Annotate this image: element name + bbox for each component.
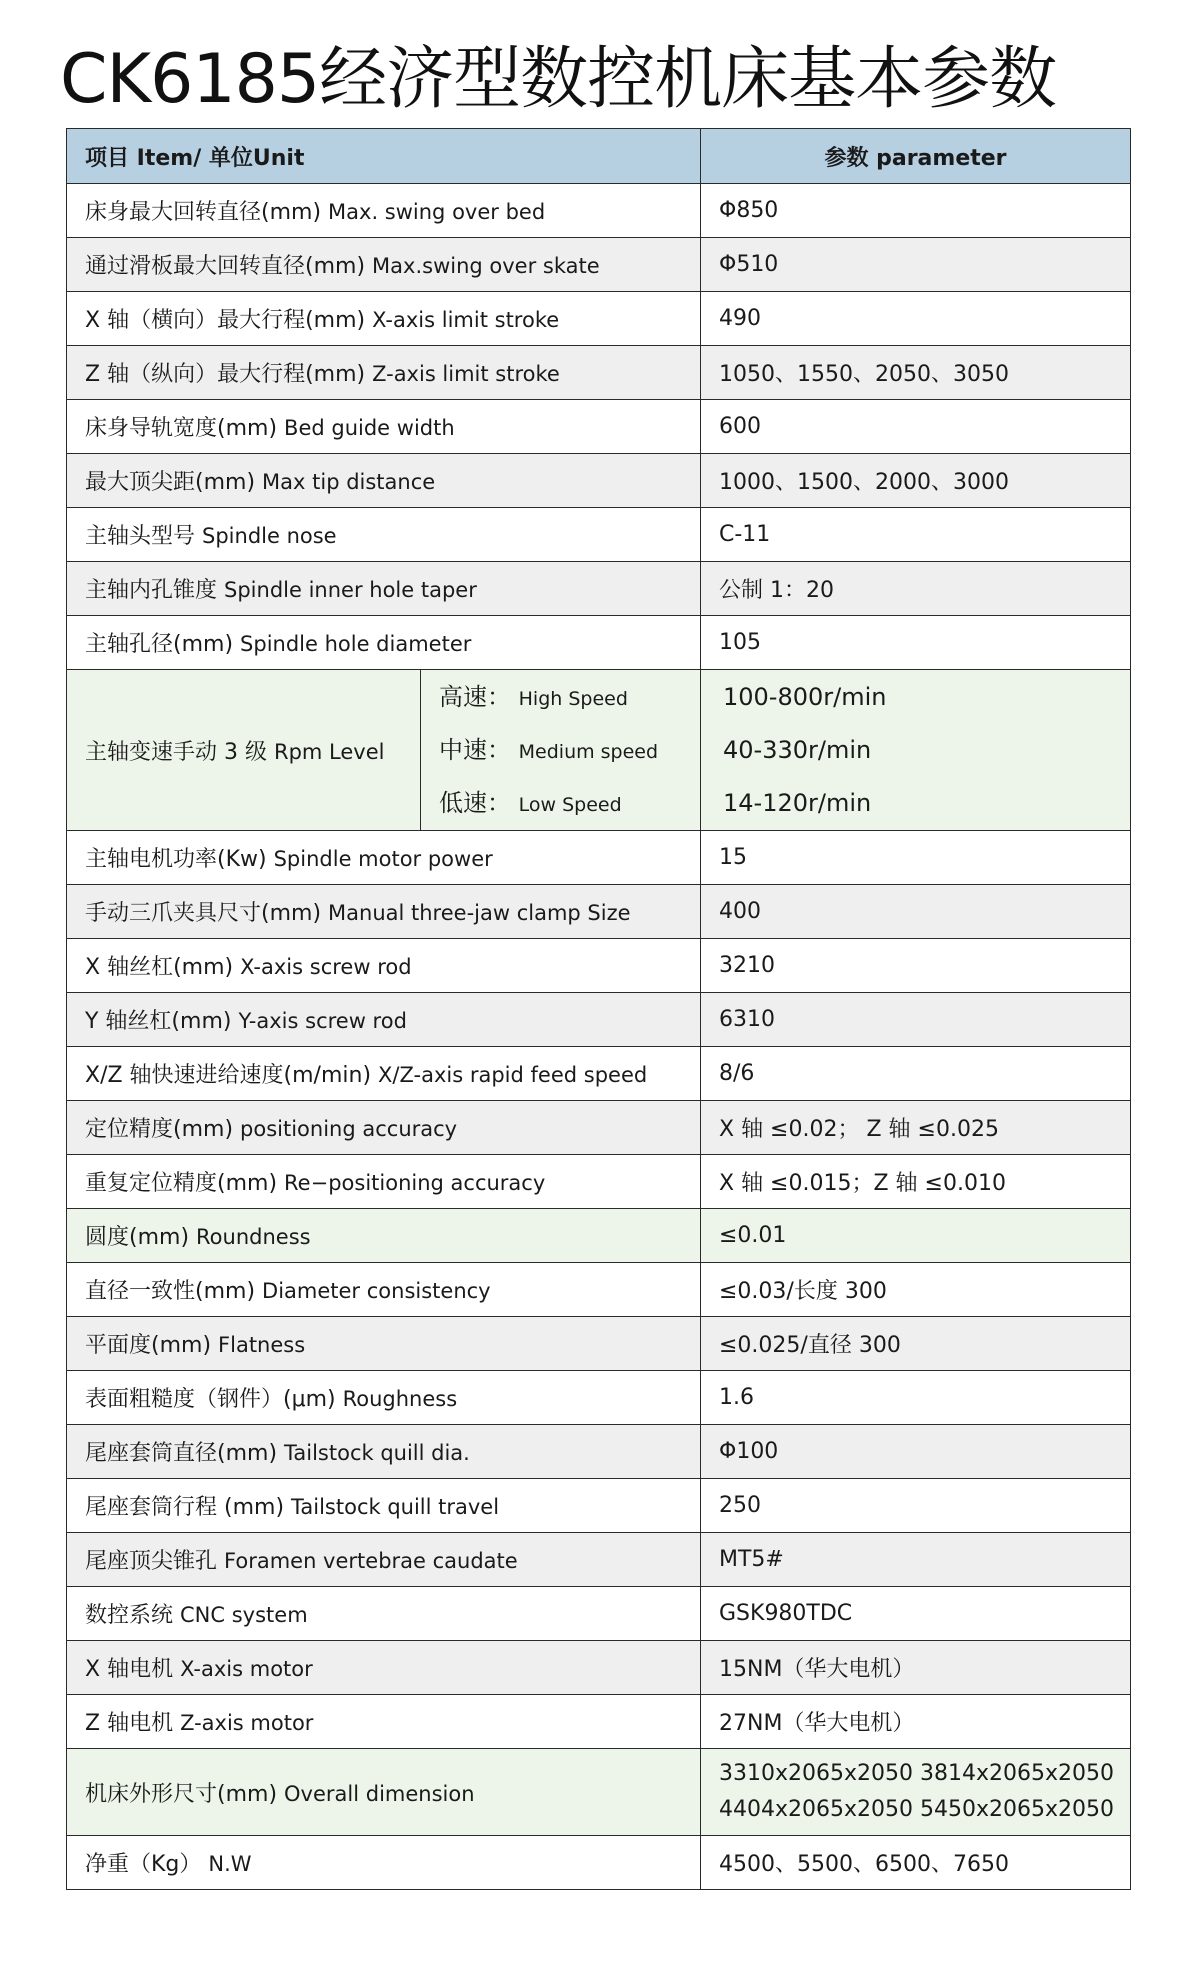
item-cell	[67, 1695, 701, 1749]
item-en: Spindle nose	[202, 524, 337, 548]
table-row	[67, 346, 1131, 400]
value-cell: 1050、1550、2050、3050	[701, 346, 1131, 400]
value-cell: 15NM（华大电机）	[701, 1641, 1131, 1695]
table-row	[67, 1155, 1131, 1209]
item-cell	[67, 1749, 701, 1836]
value-cell: 600	[701, 400, 1131, 454]
speed-level	[439, 671, 700, 724]
dimension-row	[67, 1749, 1131, 1836]
item-en: Bed guide width	[284, 416, 455, 440]
value-cell: ≤0.025/直径 300	[701, 1317, 1131, 1371]
table-row	[67, 993, 1131, 1047]
speed-level	[439, 777, 700, 830]
item-en: positioning accuracy	[240, 1117, 458, 1141]
item-en: Spindle hole diameter	[240, 632, 472, 656]
item-en: X-axis screw rod	[240, 955, 412, 979]
item-en: CNC system	[180, 1603, 308, 1627]
table-row	[67, 184, 1131, 238]
item-en: Max.swing over skate	[372, 254, 600, 278]
value-cell: 3210	[701, 939, 1131, 993]
item-cn: 表面粗糙度（钢件）(μm)	[85, 1387, 336, 1412]
speed-row	[67, 670, 1131, 831]
item-en: Spindle motor power	[273, 847, 493, 871]
value-cell: 公制 1：20	[701, 562, 1131, 616]
item-en: Foramen vertebrae caudate	[224, 1549, 518, 1573]
value-cell: ≤0.01	[701, 1209, 1131, 1263]
dimension-line: 3310x2065x2050 3814x2065x2050	[719, 1761, 1115, 1786]
item-cn: 净重（Kg）	[85, 1852, 202, 1877]
value-cell: GSK980TDC	[701, 1587, 1131, 1641]
item-cell	[67, 831, 701, 885]
table-header-row	[67, 129, 1131, 184]
value-cell: Φ100	[701, 1425, 1131, 1479]
item-cn: X 轴丝杠(mm)	[85, 955, 234, 980]
item-en: Roughness	[342, 1387, 458, 1411]
item-cn: 最大顶尖距(mm)	[85, 470, 256, 495]
item-cn: X 轴电机	[85, 1657, 174, 1682]
item-cn: 主轴孔径(mm)	[85, 632, 234, 657]
table-row	[67, 1101, 1131, 1155]
header-item: 项目 Item/ 单位Unit	[67, 129, 701, 184]
speed-level-cn: 中速：	[439, 735, 511, 764]
speed-level-cn: 高速：	[439, 682, 511, 711]
item-cell	[67, 1101, 701, 1155]
table-body	[67, 184, 1131, 1890]
item-cn: 尾座套筒行程 (mm)	[85, 1495, 285, 1520]
value-cell: 250	[701, 1479, 1131, 1533]
value-cell: 400	[701, 885, 1131, 939]
item-cn: 尾座顶尖锥孔	[85, 1549, 218, 1574]
table-row	[67, 616, 1131, 670]
item-cell	[67, 616, 701, 670]
value-cell: 27NM（华大电机）	[701, 1695, 1131, 1749]
item-cell	[67, 1047, 701, 1101]
item-en: Z-axis limit stroke	[372, 362, 560, 386]
item-cell	[67, 1317, 701, 1371]
table-row	[67, 1263, 1131, 1317]
value-cell: MT5#	[701, 1533, 1131, 1587]
speed-label-en: Rpm Level	[273, 739, 385, 764]
item-cell	[67, 562, 701, 616]
value-cell: X 轴 ≤0.02； Z 轴 ≤0.025	[701, 1101, 1131, 1155]
item-cell	[67, 885, 701, 939]
item-cn: Y 轴丝杠(mm)	[85, 1009, 232, 1034]
speed-level-en: Low Speed	[518, 793, 622, 816]
speed-label-cn: 主轴变速手动 3 级	[85, 739, 267, 765]
speed-level-value: 14-120r/min	[723, 788, 872, 817]
speed-level-value: 40-330r/min	[723, 735, 872, 764]
table-row	[67, 454, 1131, 508]
item-cell	[67, 993, 701, 1047]
item-cn: 尾座套筒直径(mm)	[85, 1441, 278, 1466]
item-en: Max. swing over bed	[328, 200, 546, 224]
value-cell: C-11	[701, 508, 1131, 562]
speed-level-cn: 低速：	[439, 788, 511, 817]
item-cn: 圆度(mm)	[85, 1225, 190, 1250]
item-cell	[67, 1209, 701, 1263]
item-cn: 重复定位精度(mm)	[85, 1171, 278, 1196]
table-row	[67, 400, 1131, 454]
speed-level	[439, 724, 700, 777]
table-row	[67, 1371, 1131, 1425]
speed-level-value: 100-800r/min	[723, 682, 887, 711]
table-row	[67, 831, 1131, 885]
value-cell: 4500、5500、6500、7650	[701, 1836, 1131, 1890]
page-title: CK6185经济型数控机床基本参数	[60, 40, 1057, 119]
item-en: Manual three-jaw clamp Size	[328, 901, 631, 925]
value-cell: 490	[701, 292, 1131, 346]
item-cell	[67, 1641, 701, 1695]
value-cell: 6310	[701, 993, 1131, 1047]
item-en: Tailstock quill dia.	[284, 1441, 470, 1465]
header-parameter: 参数 parameter	[701, 129, 1131, 184]
item-cell	[67, 1425, 701, 1479]
table-row	[67, 939, 1131, 993]
table-row	[67, 1641, 1131, 1695]
item-en: N.W	[208, 1852, 252, 1876]
item-cell	[67, 1155, 701, 1209]
item-en: Flatness	[218, 1333, 306, 1357]
item-cell	[67, 184, 701, 238]
speed-label-cell	[67, 670, 421, 831]
item-cell	[67, 1587, 701, 1641]
table-row	[67, 238, 1131, 292]
item-cn: 主轴头型号	[85, 524, 196, 549]
table-row	[67, 1047, 1131, 1101]
item-cn: 定位精度(mm)	[85, 1117, 234, 1142]
item-cell	[67, 292, 701, 346]
item-cn: 主轴内孔锥度	[85, 578, 218, 603]
speed-level-en: High Speed	[518, 687, 628, 710]
item-cn: 机床外形尺寸(mm)	[85, 1781, 278, 1807]
item-en: X/Z-axis rapid feed speed	[378, 1063, 648, 1087]
value-cell: 1000、1500、2000、3000	[701, 454, 1131, 508]
item-cn: Z 轴电机	[85, 1711, 174, 1736]
item-en: Tailstock quill travel	[291, 1495, 500, 1519]
item-cell	[67, 1263, 701, 1317]
item-cn: 通过滑板最大回转直径(mm)	[85, 254, 366, 279]
table-row	[67, 562, 1131, 616]
item-en: X-axis motor	[180, 1657, 313, 1681]
item-en: Spindle inner hole taper	[224, 578, 477, 602]
item-cn: X/Z 轴快速进给速度(m/min)	[85, 1063, 372, 1088]
table-row	[67, 1695, 1131, 1749]
value-cell: X 轴 ≤0.015；Z 轴 ≤0.010	[701, 1155, 1131, 1209]
item-cell	[67, 400, 701, 454]
table-row	[67, 508, 1131, 562]
table-row	[67, 1587, 1131, 1641]
speed-values-cell	[701, 670, 1131, 831]
item-cell	[67, 939, 701, 993]
item-cell	[67, 1836, 701, 1890]
item-en: Diameter consistency	[262, 1279, 491, 1303]
table-row	[67, 1317, 1131, 1371]
item-cell	[67, 508, 701, 562]
table-row	[67, 1479, 1131, 1533]
table-row	[67, 1533, 1131, 1587]
value-cell: 8/6	[701, 1047, 1131, 1101]
item-en: Re−positioning accuracy	[284, 1171, 546, 1195]
dimension-line: 4404x2065x2050 5450x2065x2050	[719, 1797, 1115, 1822]
item-en: Max tip distance	[262, 470, 436, 494]
speed-level-en: Medium speed	[518, 740, 659, 763]
item-cn: 直径一致性(mm)	[85, 1279, 256, 1304]
item-cn: X 轴（横向）最大行程(mm)	[85, 308, 366, 333]
value-cell: 1.6	[701, 1371, 1131, 1425]
item-cell	[67, 1533, 701, 1587]
item-cn: 数控系统	[85, 1603, 174, 1628]
table-row	[67, 1425, 1131, 1479]
item-cn: 主轴电机功率(Kw)	[85, 847, 267, 872]
value-cell: Φ850	[701, 184, 1131, 238]
item-cell	[67, 346, 701, 400]
value-cell: 105	[701, 616, 1131, 670]
item-cell	[67, 454, 701, 508]
item-en: Z-axis motor	[180, 1711, 314, 1735]
item-en: X-axis limit stroke	[372, 308, 560, 332]
table-row	[67, 885, 1131, 939]
item-en: Y-axis screw rod	[238, 1009, 407, 1033]
speed-levels-cell	[421, 670, 701, 831]
value-cell: Φ510	[701, 238, 1131, 292]
item-cell	[67, 1371, 701, 1425]
weight-row	[67, 1836, 1131, 1890]
value-cell	[701, 1749, 1131, 1836]
table-row	[67, 1209, 1131, 1263]
value-cell: ≤0.03/长度 300	[701, 1263, 1131, 1317]
item-cn: 床身最大回转直径(mm)	[85, 200, 322, 225]
item-cell	[67, 1479, 701, 1533]
item-cn: 床身导轨宽度(mm)	[85, 416, 278, 441]
item-en: Roundness	[196, 1225, 311, 1249]
item-cn: 手动三爪夹具尺寸(mm)	[85, 901, 322, 926]
item-en: Overall dimension	[284, 1781, 475, 1806]
item-cn: Z 轴（纵向）最大行程(mm)	[85, 362, 366, 387]
item-cn: 平面度(mm)	[85, 1333, 212, 1358]
parameter-table	[66, 128, 1131, 1890]
table-row	[67, 292, 1131, 346]
value-cell: 15	[701, 831, 1131, 885]
item-cell	[67, 238, 701, 292]
